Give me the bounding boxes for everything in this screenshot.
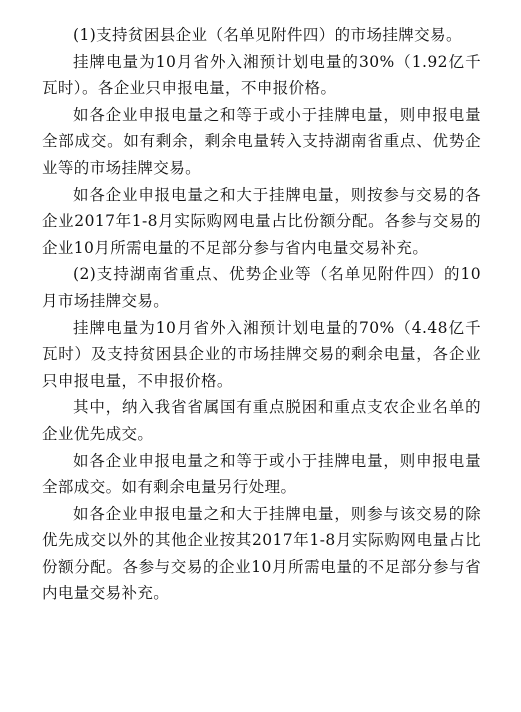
paragraph-3: 如各企业申报电量之和等于或小于挂牌电量，则申报电量全部成交。如有剩余，剩余电量转入支持湖南省重点、优势企业等的市场挂牌交易。 <box>42 105 481 177</box>
paragraph-1: (1)支持贫困县企业（名单见附件四）的市场挂牌交易。 <box>73 26 462 44</box>
paragraph-6: 挂牌电量为10月省外入湘预计划电量的70%（4.48亿千瓦时）及支持贫困县企业的市场挂牌交易的剩余电量，各企业只申报电量，不申报价格。 <box>42 318 481 390</box>
paragraph-9: 如各企业申报电量之和大于挂牌电量，则参与该交易的除优先成交以外的其他企业按其2017年1-8月实际购网电量占比份额分配。各参与交易的企业10月所需电量的不足部分参与省内电量交易补充。 <box>42 504 481 603</box>
paragraph-7: 其中，纳入我省省属国有重点脱困和重点支农企业名单的企业优先成交。 <box>42 398 481 443</box>
paragraph-8: 如各企业申报电量之和等于或小于挂牌电量，则申报电量全部成交。如有剩余电量另行处理。 <box>42 451 481 497</box>
paragraph-4: 如各企业申报电量之和大于挂牌电量，则按参与交易的各企业2017年1-8月实际购网电量占比份额分配。各参与交易的企业10月所需电量的不足部分参与省内电量交易补充。 <box>42 185 481 257</box>
paragraph-5: (2)支持湖南省重点、优势企业等（名单见附件四）的10月市场挂牌交易。 <box>42 265 481 310</box>
paragraph-2: 挂牌电量为10月省外入湘预计划电量的30%（1.92亿千瓦时）。各企业只申报电量，不申报价格。 <box>42 52 481 98</box>
